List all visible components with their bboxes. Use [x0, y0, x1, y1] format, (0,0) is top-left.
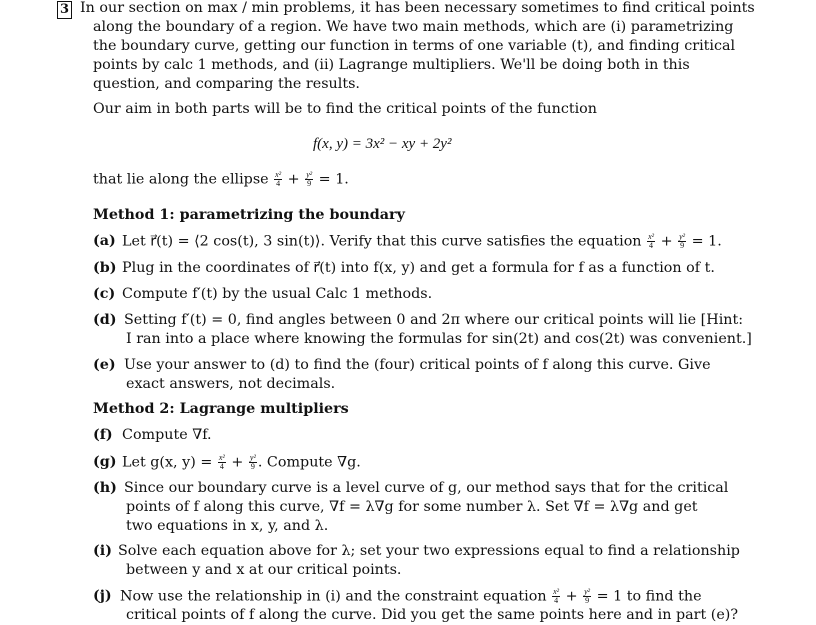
fraction-y2-over-9: $\frac{\text{y²}}{9}$: [679, 232, 686, 250]
part-j-line-2: critical points of f along the curve. Did you get the same points here and in part (e)?: [126, 607, 739, 623]
part-d-line-1: Setting f′(t) = 0, find angles between 0 and 2π where our critical points will lie [Hint:: [124, 312, 744, 328]
intro-line-5: question, and comparing the results.: [93, 76, 360, 92]
part-f-text: Compute ∇f.: [122, 427, 212, 443]
fraction-x2-over-4: $\frac{\text{x²}}{4}$: [553, 587, 560, 605]
part-g-label: (g): [93, 454, 117, 470]
part-d-line-2: I ran into a place where knowing the formulas for sin(2t) and cos(2t) was convenient.]: [126, 331, 752, 347]
intro-line-4: points by calc 1 methods, and (ii) Lagrange multipliers. We'll be doing both in this: [93, 57, 690, 73]
part-e-line-2: exact answers, not decimals.: [126, 376, 336, 392]
part-e-line-1: Use your answer to (d) to find the (four) critical points of f along this curve. Give: [124, 357, 711, 373]
part-h-line-3: two equations in x, y, and λ.: [126, 518, 329, 534]
part-i-label: (i): [93, 543, 112, 559]
ellipse-suffix: = 1.: [314, 171, 349, 188]
part-a-text: Let r⃗(t) = ⟨2 cos(t), 3 sin(t)⟩. Verify that this curve satisfies the equation $\frac{\text{x²}}{4}$ + $\frac{\text{y²}}{9}$ = 1.: [122, 232, 722, 250]
fraction-x2-over-4: $\frac{\text{x²}}{4}$: [648, 232, 655, 250]
method1-heading: Method 1: parametrizing the boundary: [93, 207, 405, 223]
fraction-y2-over-9: $\frac{\text{y²}}{9}$: [306, 170, 313, 188]
part-e-label: (e): [93, 357, 116, 373]
intro-line-1: In our section on max / min problems, it has been necessary sometimes to find critical points: [80, 0, 755, 16]
part-b-label: (b): [93, 260, 117, 276]
method2-heading: Method 2: Lagrange multipliers: [93, 401, 349, 417]
part-a-label: (a): [93, 233, 116, 249]
part-h-label: (h): [93, 480, 117, 496]
part-d-label: (d): [93, 312, 117, 328]
intro-line-3: the boundary curve, getting our function in terms of one variable (t), and finding critical: [93, 38, 736, 54]
part-i-line-1: Solve each equation above for λ; set your two expressions equal to find a relationship: [118, 543, 740, 559]
part-b-text: Plug in the coordinates of r⃗(t) into f(x, y) and get a formula for f as a function of t.: [122, 260, 715, 276]
aim-text: Our aim in both parts will be to find the critical points of the function: [93, 101, 597, 117]
part-h-line-1: Since our boundary curve is a level curve of g, our method says that for the critical: [124, 480, 729, 496]
part-j-label: (j): [93, 588, 112, 604]
function-equation: f(x, y) = 3x² − xy + 2y²: [313, 136, 452, 152]
part-c-text: Compute f′(t) by the usual Calc 1 methods.: [122, 286, 433, 302]
part-h-line-2: points of f along this curve, ∇f = λ∇g for some number λ. Set ∇f = λ∇g and get: [126, 499, 698, 515]
fraction-x2-over-4: $\frac{\text{x²}}{4}$: [218, 453, 225, 471]
part-j-line-1: Now use the relationship in (i) and the constraint equation $\frac{\text{x²}}{4}$ + $\frac{\text{y²}}{9}$ = 1 to find the: [120, 587, 702, 605]
fraction-y2-over-9: $\frac{\text{y²}}{9}$: [249, 453, 256, 471]
ellipse-prefix: that lie along the ellipse: [93, 171, 274, 188]
fraction-x2-over-4: $\frac{\text{x²}}{4}$: [275, 170, 282, 188]
part-g-text: Let g(x, y) = $\frac{\text{x²}}{4}$ + $\frac{\text{y²}}{9}$ . Compute ∇g.: [122, 453, 361, 471]
ellipse-line: that lie along the ellipse $\frac{\text{x²}}{4}$ + $\frac{\text{y²}}{9}$ = 1.: [93, 170, 349, 188]
intro-line-2: along the boundary of a region. We have two main methods, which are (i) parametrizing: [93, 19, 734, 35]
problem-number-box: 3: [57, 1, 72, 19]
fraction-y2-over-9: $\frac{\text{y²}}{9}$: [584, 587, 591, 605]
part-i-line-2: between y and x at our critical points.: [126, 562, 402, 578]
part-f-label: (f): [93, 427, 113, 443]
part-c-label: (c): [93, 286, 116, 302]
